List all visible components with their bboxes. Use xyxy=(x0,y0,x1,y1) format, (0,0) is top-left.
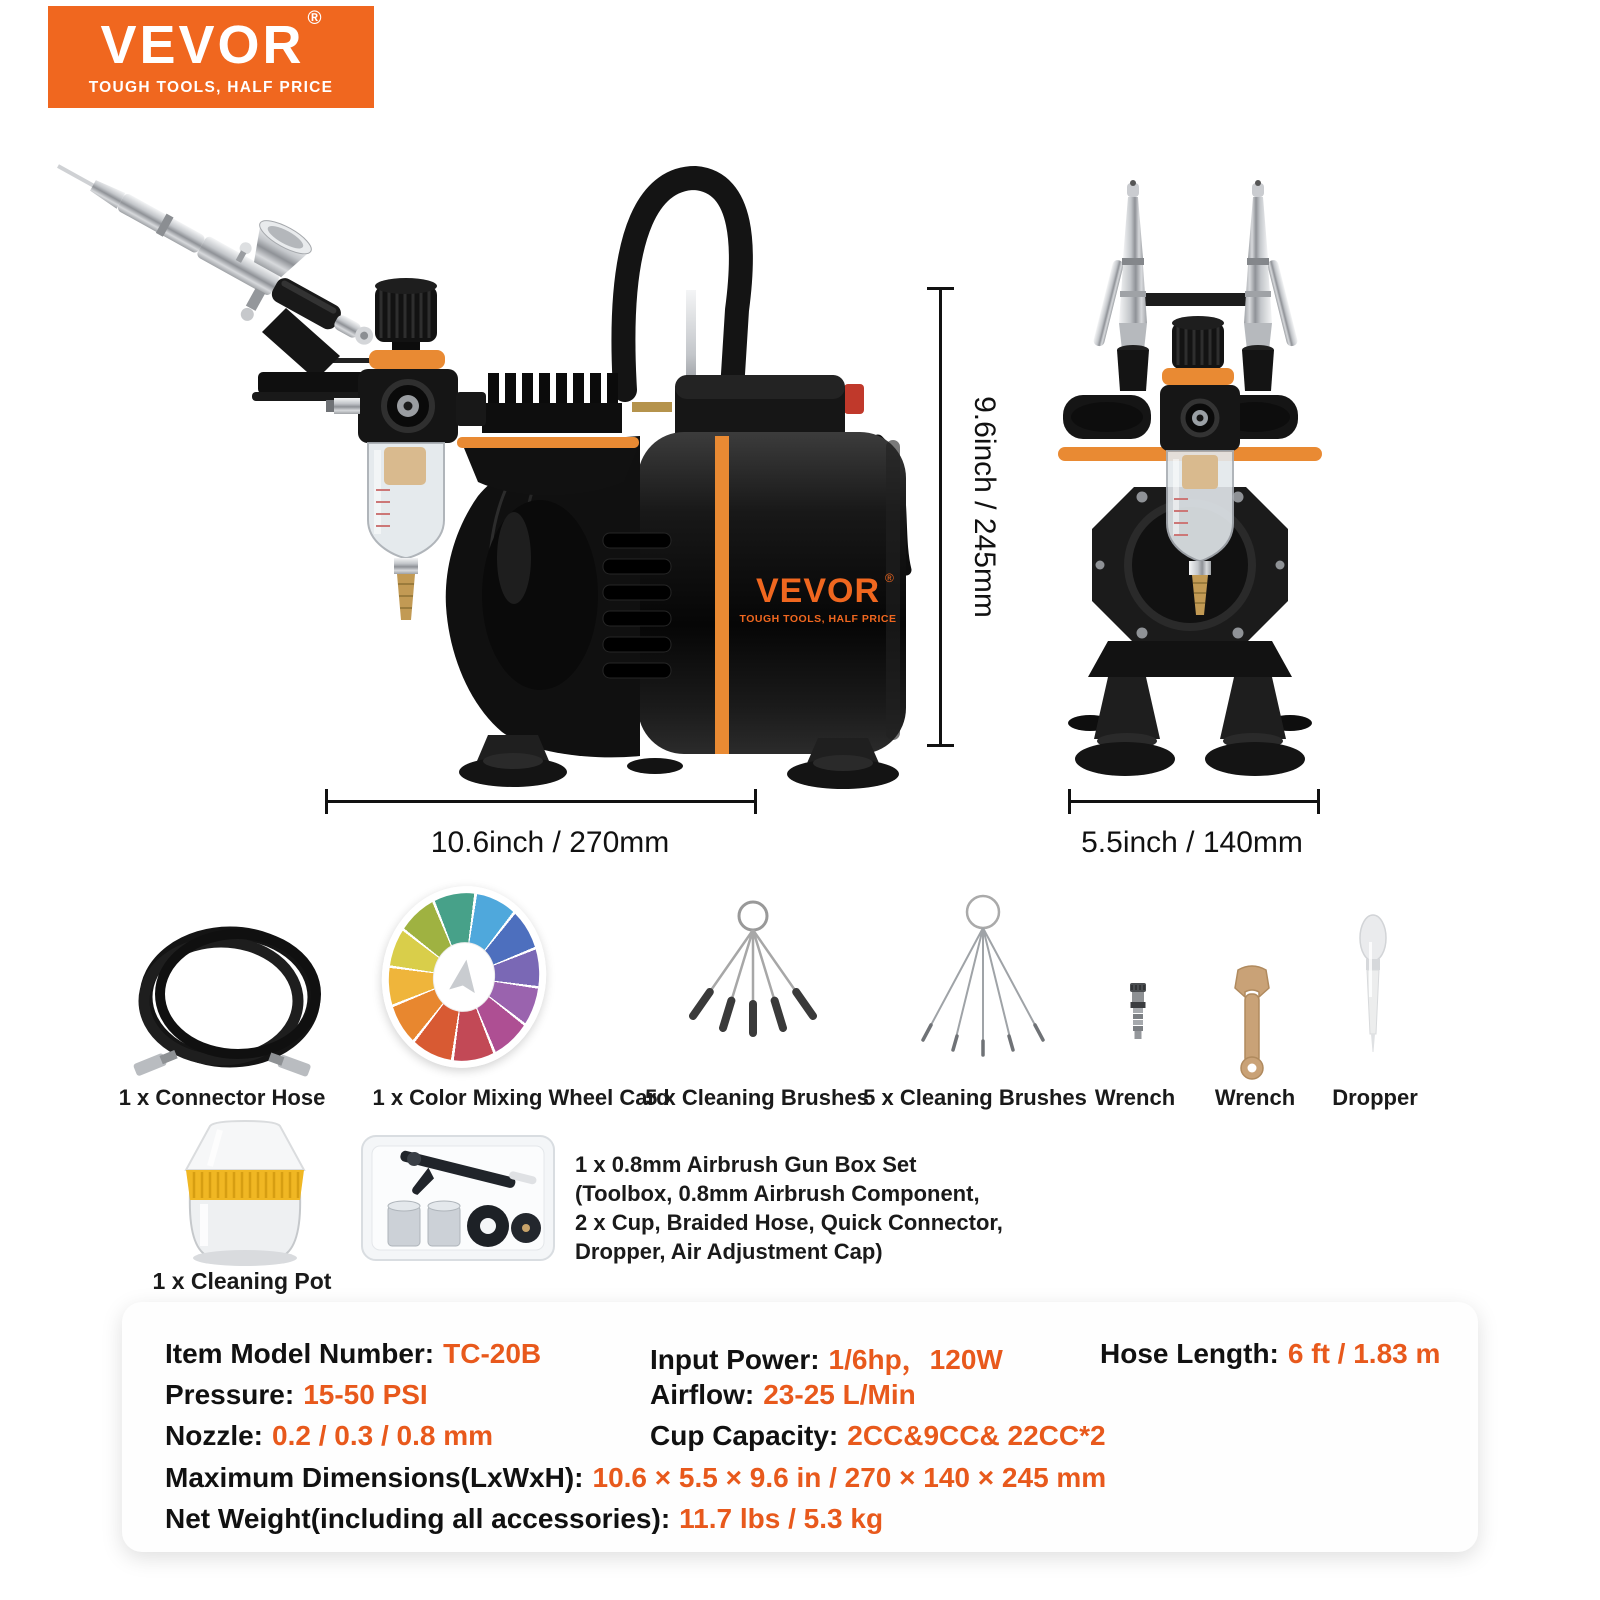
brand-name: VEVOR ® xyxy=(100,7,325,75)
spec-panel xyxy=(122,1302,1478,1552)
cleaning-brushes-a-image xyxy=(668,898,838,1050)
box-set-line-1: 1 x 0.8mm Airbrush Gun Box Set xyxy=(575,1152,917,1177)
connector-hose-image xyxy=(118,925,333,1080)
cleaning-brushes-b-label: 5 x Cleaning Brushes xyxy=(863,1085,1087,1110)
airbrush-gun-right xyxy=(1242,180,1298,391)
machine-tagline-text: TOUGH TOOLS, HALF PRICE xyxy=(739,613,897,625)
spec-max-dimensions: Maximum Dimensions(LxWxH): 10.6 × 5.5 × 9.6 in / 270 × 140 × 245 mm xyxy=(165,1462,1107,1493)
spec-net-weight: Net Weight(including all accessories): 11.7 lbs / 5.3 kg xyxy=(165,1503,884,1534)
machine-registered-mark: ® xyxy=(885,571,894,585)
machine-logo-text: VEVOR xyxy=(755,572,881,610)
cleaning-pot-image xyxy=(150,1118,340,1268)
airbrush-box-set-image xyxy=(358,1128,558,1266)
front-width-dimension-label: 5.5inch / 140mm xyxy=(1081,826,1303,859)
spec-cup-capacity: Cup Capacity: 2CC&9CC& 22CC*2 xyxy=(650,1420,1106,1451)
dropper-image xyxy=(1352,912,1394,1064)
wrench-small-label: Wrench xyxy=(1094,1085,1176,1110)
side-width-dimension-label: 10.6inch / 270mm xyxy=(430,826,670,859)
connector-hose-label: 1 x Connector Hose xyxy=(118,1085,326,1110)
airbrush-gun-left xyxy=(1093,180,1149,391)
orange-stripe xyxy=(715,436,729,754)
orange-head-ring xyxy=(457,437,639,448)
color-mixing-wheel-image xyxy=(370,875,558,1078)
spec-nozzle: Nozzle: 0.2 / 0.3 / 0.8 mm xyxy=(165,1420,494,1451)
box-set-line-4: Dropper, Air Adjustment Cap) xyxy=(575,1239,883,1264)
cylinder-head xyxy=(457,373,639,496)
orange-front-regulator-ring xyxy=(1162,368,1234,385)
spec-airflow: Airflow: 23-25 L/Min xyxy=(650,1379,916,1410)
compressor-front-view-photo xyxy=(1030,163,1350,783)
registered-mark: ® xyxy=(307,7,325,29)
airbrush-box-set-description xyxy=(575,1150,1003,1266)
color-wheel-label: 1 x Color Mixing Wheel Card xyxy=(372,1085,670,1110)
power-switch xyxy=(844,384,864,414)
cleaning-brushes-b-image xyxy=(908,890,1058,1062)
front-suction-feet xyxy=(1068,677,1312,776)
box-set-line-3: 2 x Cup, Braided Hose, Quick Connector, xyxy=(575,1210,1003,1235)
wrench-small-image xyxy=(1122,980,1154,1052)
orange-regulator-ring xyxy=(369,350,445,369)
spec-hose-length: Hose Length: 6 ft / 1.83 m xyxy=(1100,1338,1441,1369)
vevor-logo xyxy=(48,6,374,108)
brand-tagline: TOUGH TOOLS, HALF PRICE xyxy=(88,78,334,96)
compressor-side-view-photo xyxy=(40,140,920,790)
cleaning-pot-label: 1 x Cleaning Pot xyxy=(152,1268,332,1294)
spec-pressure: Pressure: 15-50 PSI xyxy=(165,1379,428,1410)
cleaning-brushes-a-label: 5 x Cleaning Brushes xyxy=(645,1085,869,1110)
airbrush-gun xyxy=(40,140,400,379)
wrench-label: Wrench xyxy=(1214,1085,1296,1110)
spec-input-power: Input Power: 1/6hp，120W xyxy=(650,1344,1003,1375)
spec-item-model: Item Model Number: TC-20B xyxy=(165,1338,542,1369)
box-set-line-2: (Toolbox, 0.8mm Airbrush Component, xyxy=(575,1181,980,1206)
height-dimension-label: 9.6inch / 245mm xyxy=(968,396,1001,618)
wrench-image xyxy=(1222,962,1282,1082)
dropper-label: Dropper xyxy=(1332,1085,1418,1110)
